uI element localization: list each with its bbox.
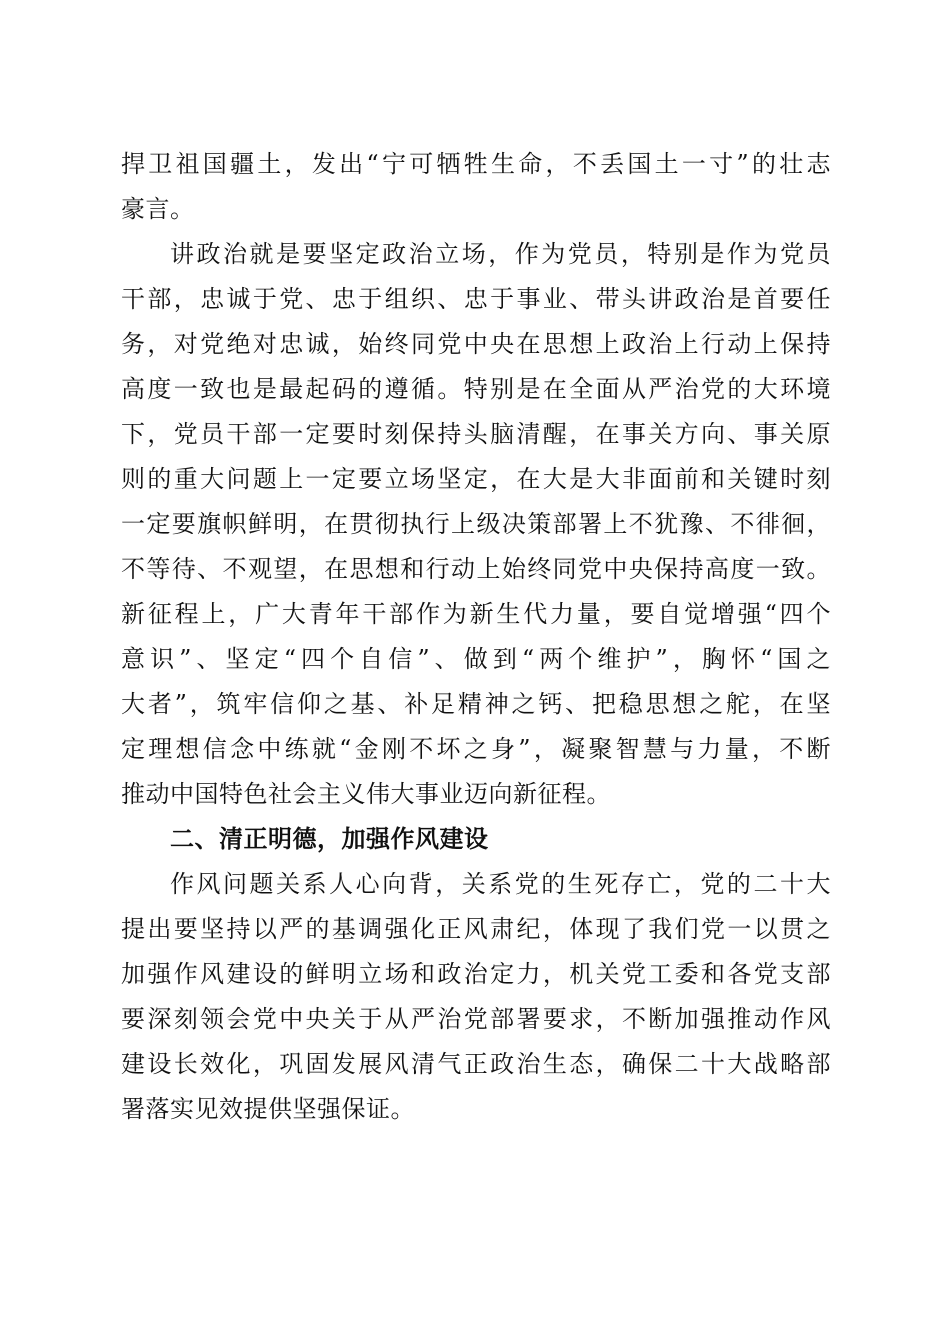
text-line: 务，对党绝对忠诚，始终同党中央在思想上政治上行动上保持 [121, 330, 831, 358]
text-line: 则的重大问题上一定要立场坚定，在大是大非面前和关键时刻 [121, 465, 831, 493]
text-line: 新征程上，广大青年干部作为新生代力量，要自觉增强“四个 [121, 600, 831, 628]
text-line: 下，党员干部一定要时刻保持头脑清醒，在事关方向、事关原 [121, 420, 831, 448]
text-line: 高度一致也是最起码的遵循。特别是在全面从严治党的大环境 [121, 375, 831, 403]
text-line: 捍卫祖国疆土，发出“宁可牺牲生命，不丢国土一寸”的壮志 [121, 150, 831, 178]
text-line: 署落实见效提供坚强保证。 [121, 1095, 415, 1123]
document-body [121, 142, 831, 1132]
text-line: 推动中国特色社会主义伟大事业迈向新征程。 [121, 780, 611, 808]
text-line: 豪言。 [121, 195, 195, 223]
paragraph-style [121, 862, 831, 1132]
text-line: 要深刻领会党中央关于从严治党部署要求，不断加强推动作风 [121, 1005, 831, 1033]
text-line: 讲政治就是要坚定政治立场，作为党员，特别是作为党员 [170, 240, 831, 268]
paragraph-politics [121, 232, 831, 817]
text-line: 建设长效化，巩固发展风清气正政治生态，确保二十大战略部 [121, 1050, 831, 1078]
text-line: 提出要坚持以严的基调强化正风肃纪，体现了我们党一以贯之 [121, 915, 831, 943]
paragraph-continued [121, 142, 831, 232]
text-line: 意识”、坚定“四个自信”、做到“两个维护”，胸怀“国之 [121, 645, 831, 673]
text-line: 定理想信念中练就“金刚不坏之身”，凝聚智慧与力量，不断 [121, 735, 831, 763]
text-line: 一定要旗帜鲜明，在贯彻执行上级决策部署上不犹豫、不徘徊， [121, 510, 831, 538]
section-heading: 二、清正明德，加强作风建设 [170, 825, 489, 853]
text-line: 不等待、不观望，在思想和行动上始终同党中央保持高度一致。 [121, 555, 831, 583]
text-line: 作风问题关系人心向背，关系党的生死存亡，党的二十大 [170, 870, 831, 898]
text-line: 加强作风建设的鲜明立场和政治定力，机关党工委和各党支部 [121, 960, 831, 988]
text-line: 大者”，筑牢信仰之基、补足精神之钙、把稳思想之舵，在坚 [121, 690, 831, 718]
text-line: 干部，忠诚于党、忠于组织、忠于事业、带头讲政治是首要任 [121, 285, 831, 313]
